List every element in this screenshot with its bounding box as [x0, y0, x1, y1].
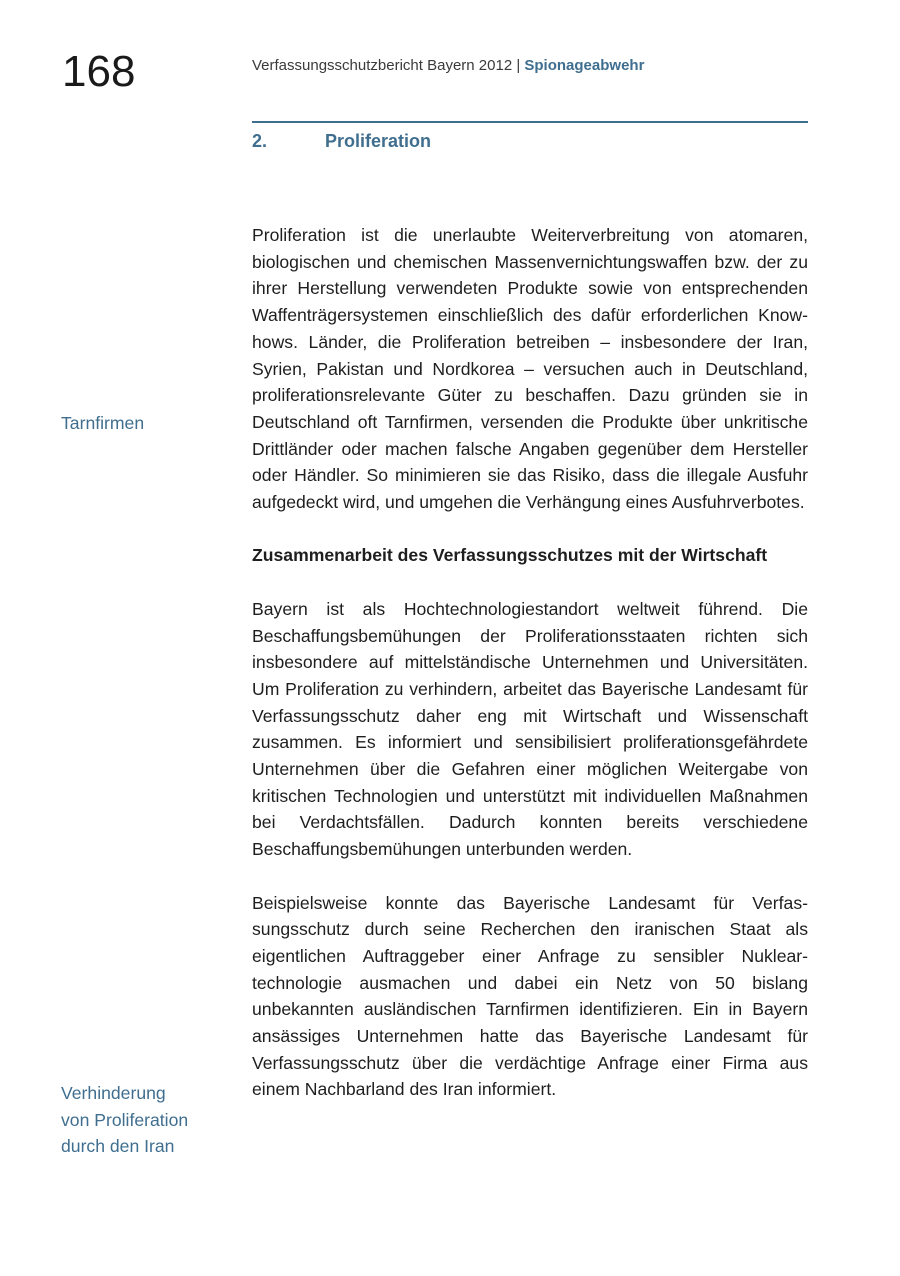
paragraph-definition: Proliferation ist die unerlaubte Weiterverbreitung von atomaren, biologischen und chemischen Massenvernichtungswaffen bzw. der zu ihrer Herstellung verwendeten Produkte sowie von entsprechenden Waffenträgersystemen einschließlich des dafür erforderlichen Know-hows. Länder, die Proliferation betreiben – insbesondere der Iran, Syrien, Pakistan und Nordkorea – versuchen auch in Deutschland, proliferationsrelevante Güter zu beschaffen. Dazu gründen sie in Deutschland oft Tarnfirmen, versenden die Produkte über unkritische Drittländer oder machen falsche Angaben gegenüber dem Hersteller oder Händler. So minimieren sie das Risiko, dass die illegale Ausfuhr aufgedeckt wird, und umgehen die Verhängung eines Ausfuhrverbotes. [252, 225, 808, 513]
running-header [252, 57, 644, 74]
report-title: Verfassungsschutzbericht Bayern 2012 | [252, 57, 525, 74]
chapter-name: Spionageabwehr [524, 57, 645, 74]
margin-note-line: von Proliferation [61, 1109, 189, 1130]
section-number: 2. [252, 131, 268, 151]
margin-note-tarnfirmen: Tarnfirmen [61, 413, 145, 433]
section-heading [252, 129, 431, 153]
margin-note-line: Verhinderung [61, 1083, 166, 1103]
page-number: 168 [62, 47, 136, 96]
paragraph-example: Beispielsweise konnte das Bayerische Landesamt für Verfassungsschutz durch seine Recherchen den iranischen Staat als eigentlichen Auftraggeber einer Anfrage zu sensibler Nukleartechnologie ausmachen und dabei ein Netz von 50 bislang unbekannten ausländischen Tarnfirmen identifizieren. Ein in Bayern ansässiges Unternehmen hatte das Bayerische Landesamt für Verfassungsschutz über die verdächtige Anfrage einer Firma aus einem Nachbarland des Iran informiert. [252, 892, 808, 1100]
body-text [252, 222, 808, 1103]
subheading: Zusammenarbeit des Verfassungsschutzes mit der Wirtschaft [252, 545, 768, 566]
section-title: Proliferation [325, 131, 432, 151]
margin-note-iran [61, 1080, 221, 1160]
paragraph-cooperation: Bayern ist als Hochtechnologiestandort weltweit führend. Die Beschaffungsbemühungen der Proliferationsstaaten richten sich insbesondere auf mittelständische Unternehmen und Universitäten. Um Proliferation zu verhindern, arbeitet das Bayerische Landesamt für Verfassungsschutz daher eng mit Wirtschaft und Wissenschaft zusammen. Es informiert und sensibilisiert proliferationsgefährdete Unternehmen über die Gefahren einer möglichen Weitergabe von kritischen Technologien und unterstützt mit individuellen Maßnahmen bei Verdachtsfällen. Dadurch konnten bereits verschiedene Beschaffungsbemühungen unterbunden werden. [252, 598, 808, 860]
header-rule [252, 121, 808, 123]
margin-note-line: durch den Iran [61, 1136, 175, 1157]
